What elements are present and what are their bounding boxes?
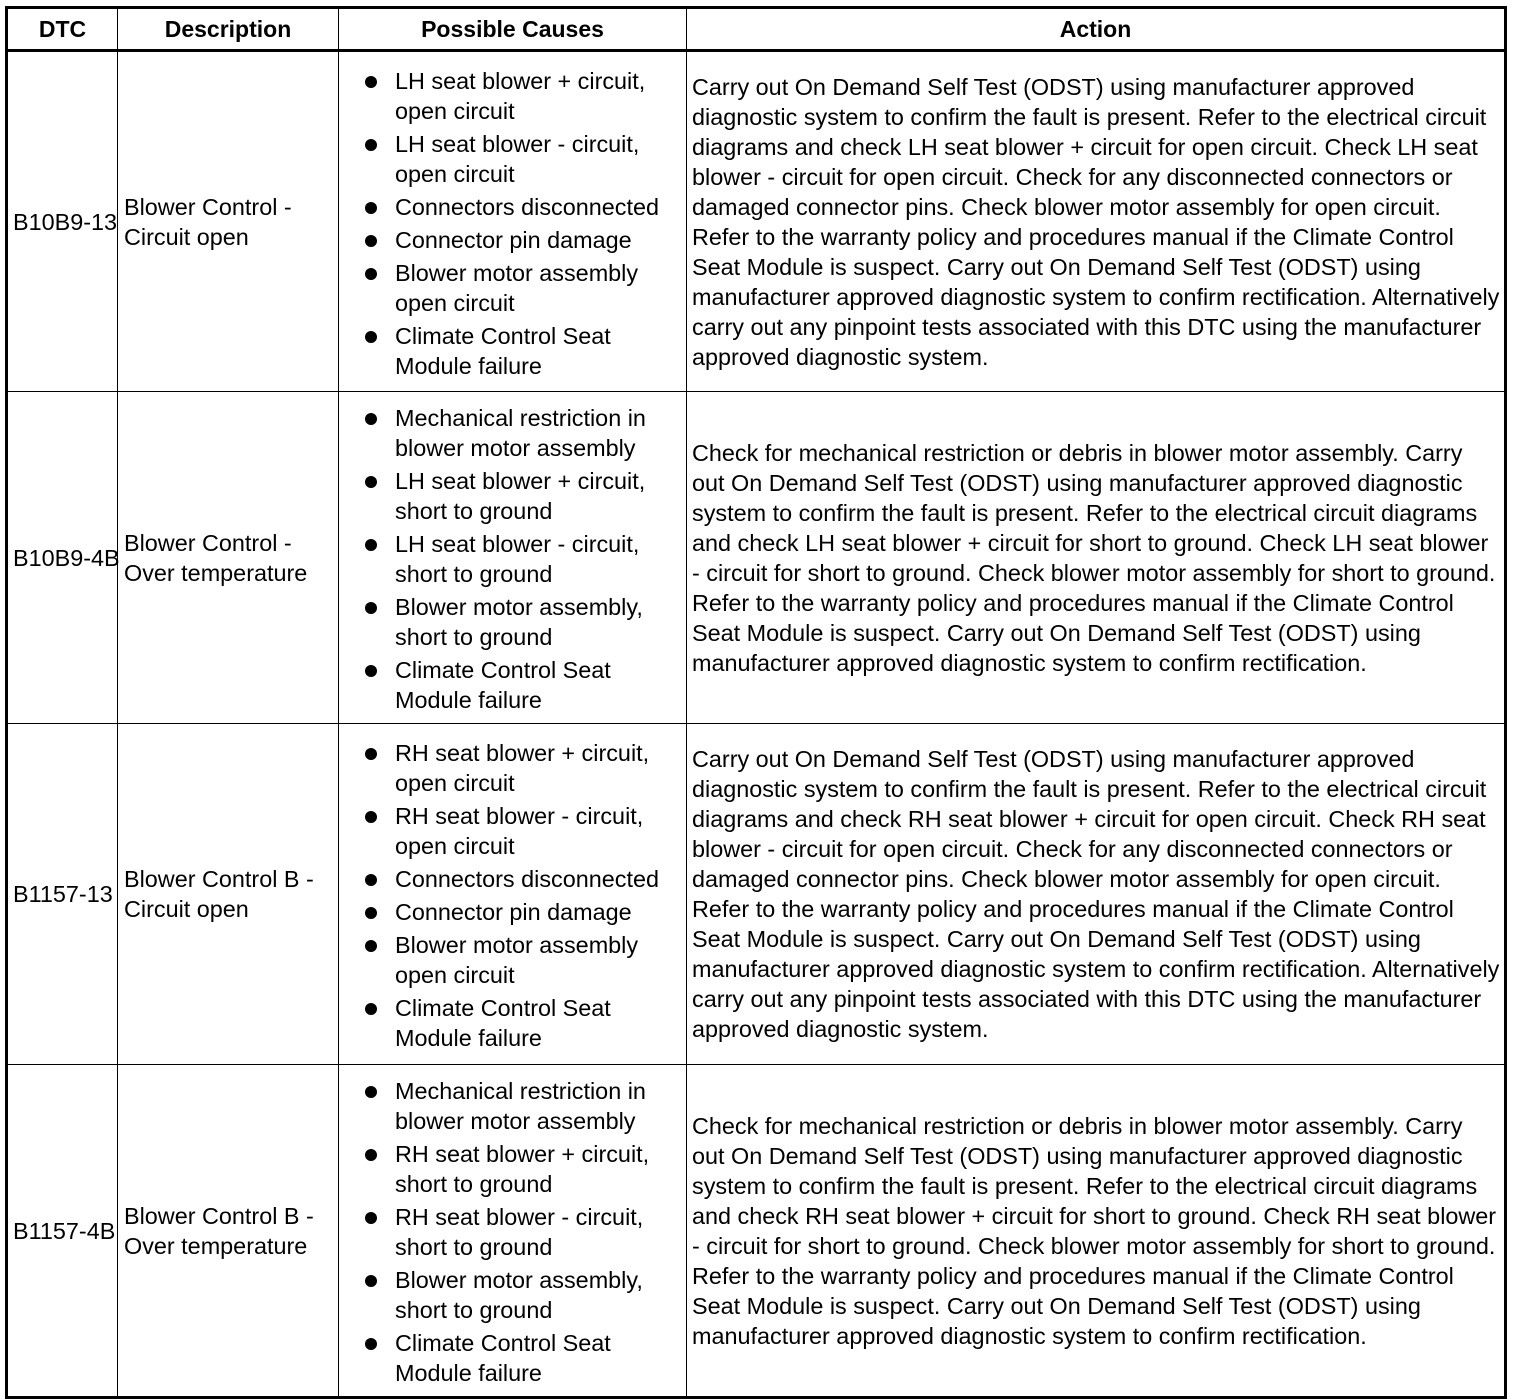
bullet-icon bbox=[365, 539, 377, 551]
cause-text: RH seat blower - circuit, open circuit bbox=[395, 803, 644, 859]
cause-text: Connectors disconnected bbox=[395, 866, 659, 892]
cause-text: Climate Control Seat Module failure bbox=[395, 657, 611, 713]
cause-text: LH seat blower + circuit, short to ground bbox=[395, 468, 646, 524]
bullet-icon bbox=[365, 76, 377, 88]
table-row bbox=[7, 392, 1506, 724]
cause-item bbox=[357, 529, 682, 589]
dtc-code: B10B9-13 bbox=[7, 51, 118, 392]
cause-item bbox=[357, 930, 682, 990]
cause-item bbox=[357, 192, 682, 222]
bullet-icon bbox=[365, 602, 377, 614]
cause-item bbox=[357, 66, 682, 126]
cause-text: Blower motor assembly, short to ground bbox=[395, 1267, 643, 1323]
header-description: Description bbox=[118, 8, 339, 51]
cause-item bbox=[357, 1139, 682, 1199]
cause-text: LH seat blower - circuit, open circuit bbox=[395, 130, 640, 187]
cause-text: Mechanical restriction in blower motor assembly bbox=[395, 1078, 646, 1134]
cause-text: RH seat blower + circuit, open circuit bbox=[395, 740, 650, 796]
cause-item bbox=[357, 592, 682, 652]
dtc-description: Blower Control B - Circuit open bbox=[118, 724, 339, 1065]
causes-list bbox=[357, 1076, 682, 1388]
cause-text: RH seat blower + circuit, short to ground bbox=[395, 1141, 650, 1197]
cause-text: RH seat blower - circuit, short to ground bbox=[395, 1204, 644, 1260]
bullet-icon bbox=[365, 1149, 377, 1161]
bullet-icon bbox=[365, 940, 377, 952]
cause-text: Climate Control Seat Module failure bbox=[395, 995, 611, 1051]
cause-item bbox=[357, 129, 682, 189]
bullet-icon bbox=[365, 1212, 377, 1224]
dtc-description: Blower Control - Circuit open bbox=[118, 51, 339, 392]
dtc-action: Carry out On Demand Self Test (ODST) using manufacturer approved diagnostic system to confirm the fault is present. Refer to the electrical circuit diagrams and check LH seat blower + circuit for open circuit. Check LH seat blower - circuit for open circuit. Check for any disconnected connectors or damaged connector pins. Check blower motor assembly for open circuit. Refer to the warranty policy and procedures manual if the Climate Control Seat Module is suspect. Carry out On Demand Self Test (ODST) using manufacturer approved diagnostic system to confirm rectification. Alternatively carry out any pinpoint tests associated with this DTC using the manufacturer approved diagnostic system. bbox=[687, 51, 1506, 392]
bullet-icon bbox=[365, 874, 377, 886]
dtc-description: Blower Control B - Over temperature bbox=[118, 1065, 339, 1398]
cause-item bbox=[357, 1202, 682, 1262]
bullet-icon bbox=[365, 139, 377, 151]
bullet-icon bbox=[365, 1086, 377, 1098]
bullet-icon bbox=[365, 665, 377, 677]
header-action: Action bbox=[687, 8, 1506, 51]
header-row bbox=[7, 8, 1506, 51]
cause-text: Blower motor assembly, short to ground bbox=[395, 594, 643, 650]
dtc-description: Blower Control - Over temperature bbox=[118, 392, 339, 724]
causes-list bbox=[357, 403, 682, 715]
bullet-icon bbox=[365, 1003, 377, 1015]
header-possible-causes: Possible Causes bbox=[339, 8, 687, 51]
bullet-icon bbox=[365, 413, 377, 425]
bullet-icon bbox=[365, 907, 377, 919]
cause-text: LH seat blower + circuit, open circuit bbox=[395, 67, 646, 124]
causes-list bbox=[357, 66, 682, 381]
cause-item bbox=[357, 655, 682, 715]
cause-item bbox=[357, 993, 682, 1053]
bullet-icon bbox=[365, 202, 377, 214]
dtc-action: Check for mechanical restriction or debris in blower motor assembly. Carry out On Demand Self Test (ODST) using manufacturer approved diagnostic system to confirm the fault is present. Refer to the electrical circuit diagrams and check LH seat blower + circuit for short to ground. Check LH seat blower - circuit for short to ground. Check blower motor assembly for short to ground. Refer to the warranty policy and procedures manual if the Climate Control Seat Module is suspect. Carry out On Demand Self Test (ODST) using manufacturer approved diagnostic system to confirm rectification. bbox=[687, 392, 1506, 724]
dtc-action: Carry out On Demand Self Test (ODST) using manufacturer approved diagnostic system to confirm the fault is present. Refer to the electrical circuit diagrams and check RH seat blower + circuit for open circuit. Check RH seat blower - circuit for open circuit. Check for any disconnected connectors or damaged connector pins. Check blower motor assembly for open circuit. Refer to the warranty policy and procedures manual if the Climate Control Seat Module is suspect. Carry out On Demand Self Test (ODST) using manufacturer approved diagnostic system to confirm rectification. Alternatively carry out any pinpoint tests associated with this DTC using the manufacturer approved diagnostic system. bbox=[687, 724, 1506, 1065]
cause-text: Connector pin damage bbox=[395, 899, 632, 925]
possible-causes bbox=[339, 392, 687, 724]
dtc-action: Check for mechanical restriction or debris in blower motor assembly. Carry out On Demand Self Test (ODST) using manufacturer approved diagnostic system to confirm the fault is present. Refer to the electrical circuit diagrams and check RH seat blower + circuit for short to ground. Check RH seat blower - circuit for short to ground. Check blower motor assembly for short to ground. Refer to the warranty policy and procedures manual if the Climate Control Seat Module is suspect. Carry out On Demand Self Test (ODST) using manufacturer approved diagnostic system to confirm rectification. bbox=[687, 1065, 1506, 1398]
bullet-icon bbox=[365, 1338, 377, 1350]
bullet-icon bbox=[365, 1275, 377, 1287]
dtc-code: B1157-4B bbox=[7, 1065, 118, 1398]
cause-text: Blower motor assembly open circuit bbox=[395, 932, 639, 988]
cause-item bbox=[357, 466, 682, 526]
table-row bbox=[7, 51, 1506, 392]
dtc-code: B1157-13 bbox=[7, 724, 118, 1065]
bullet-icon bbox=[365, 811, 377, 823]
possible-causes bbox=[339, 1065, 687, 1398]
cause-item bbox=[357, 738, 682, 798]
cause-text: Climate Control Seat Module failure bbox=[395, 1330, 611, 1386]
bullet-icon bbox=[365, 268, 377, 280]
table-header bbox=[7, 8, 1506, 51]
dtc-table bbox=[5, 6, 1507, 1399]
cause-text: LH seat blower - circuit, short to ground bbox=[395, 531, 640, 587]
table-row bbox=[7, 724, 1506, 1065]
table-row bbox=[7, 1065, 1506, 1398]
cause-text: Mechanical restriction in blower motor assembly bbox=[395, 405, 646, 461]
possible-causes bbox=[339, 51, 687, 392]
cause-item bbox=[357, 1328, 682, 1388]
cause-item bbox=[357, 864, 682, 894]
bullet-icon bbox=[365, 235, 377, 247]
dtc-code: B10B9-4B bbox=[7, 392, 118, 724]
cause-item bbox=[357, 258, 682, 318]
bullet-icon bbox=[365, 748, 377, 760]
cause-item bbox=[357, 801, 682, 861]
cause-item bbox=[357, 403, 682, 463]
cause-text: Climate Control Seat Module failure bbox=[395, 322, 611, 379]
cause-item bbox=[357, 1265, 682, 1325]
possible-causes bbox=[339, 724, 687, 1065]
cause-item bbox=[357, 321, 682, 381]
table-body bbox=[7, 51, 1506, 1398]
cause-item bbox=[357, 225, 682, 255]
cause-item bbox=[357, 897, 682, 927]
cause-text: Blower motor assembly open circuit bbox=[395, 259, 639, 316]
bullet-icon bbox=[365, 331, 377, 343]
cause-text: Connector pin damage bbox=[395, 226, 632, 253]
causes-list bbox=[357, 738, 682, 1053]
cause-item bbox=[357, 1076, 682, 1136]
bullet-icon bbox=[365, 476, 377, 488]
header-dtc: DTC bbox=[7, 8, 118, 51]
cause-text: Connectors disconnected bbox=[395, 193, 659, 220]
